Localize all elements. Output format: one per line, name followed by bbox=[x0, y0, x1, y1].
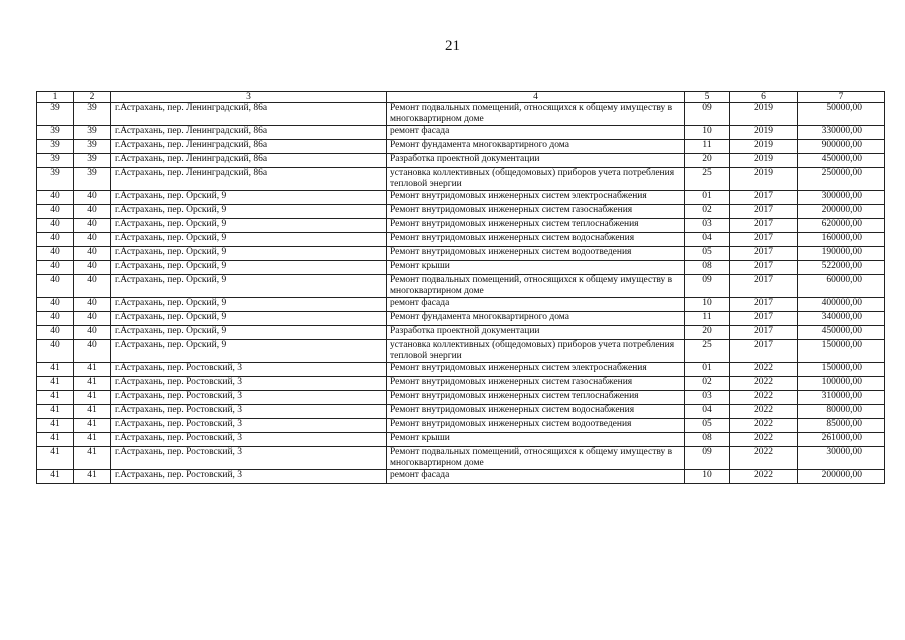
repair-schedule-table bbox=[36, 91, 885, 484]
address-cell: г.Астрахань, пер. Ленинградский, 86а bbox=[111, 154, 387, 168]
work-code-cell: 02 bbox=[685, 205, 730, 219]
work-type-cell: Ремонт внутридомовых инженерных систем водоотведения bbox=[387, 419, 685, 433]
work-type-cell: ремонт фасада bbox=[387, 126, 685, 140]
house-number-cell: 40 bbox=[74, 312, 111, 326]
row-index-cell: 39 bbox=[37, 168, 74, 191]
row-index-cell: 41 bbox=[37, 377, 74, 391]
address-cell: г.Астрахань, пер. Ростовский, 3 bbox=[111, 377, 387, 391]
table-row bbox=[37, 205, 885, 219]
cost-cell: 85000,00 bbox=[798, 419, 885, 433]
cost-cell: 261000,00 bbox=[798, 433, 885, 447]
column-number: 2 bbox=[74, 92, 111, 103]
address-cell: г.Астрахань, пер. Орский, 9 bbox=[111, 326, 387, 340]
house-number-cell: 39 bbox=[74, 154, 111, 168]
address-cell: г.Астрахань, пер. Орский, 9 bbox=[111, 298, 387, 312]
column-number-row bbox=[37, 92, 885, 103]
row-index-cell: 41 bbox=[37, 419, 74, 433]
work-code-cell: 10 bbox=[685, 126, 730, 140]
work-type-cell: Ремонт внутридомовых инженерных систем водоотведения bbox=[387, 247, 685, 261]
table-row bbox=[37, 103, 885, 126]
work-type-cell: Ремонт подвальных помещений, относящихся к общему имуществу в многоквартирном доме bbox=[387, 447, 685, 470]
column-number: 4 bbox=[387, 92, 685, 103]
address-cell: г.Астрахань, пер. Ленинградский, 86а bbox=[111, 168, 387, 191]
address-cell: г.Астрахань, пер. Ростовский, 3 bbox=[111, 419, 387, 433]
house-number-cell: 41 bbox=[74, 470, 111, 484]
cost-cell: 30000,00 bbox=[798, 447, 885, 470]
house-number-cell: 41 bbox=[74, 377, 111, 391]
year-cell: 2022 bbox=[730, 363, 798, 377]
work-type-cell: Разработка проектной документации bbox=[387, 154, 685, 168]
table-row bbox=[37, 377, 885, 391]
work-code-cell: 05 bbox=[685, 419, 730, 433]
row-index-cell: 40 bbox=[37, 326, 74, 340]
cost-cell: 400000,00 bbox=[798, 298, 885, 312]
address-cell: г.Астрахань, пер. Орский, 9 bbox=[111, 312, 387, 326]
house-number-cell: 39 bbox=[74, 103, 111, 126]
work-code-cell: 04 bbox=[685, 233, 730, 247]
work-type-cell: Ремонт подвальных помещений, относящихся к общему имуществу в многоквартирном доме bbox=[387, 275, 685, 298]
house-number-cell: 41 bbox=[74, 433, 111, 447]
year-cell: 2017 bbox=[730, 233, 798, 247]
table-row bbox=[37, 140, 885, 154]
work-type-cell: установка коллективных (общедомовых) приборов учета потребления тепловой энергии bbox=[387, 168, 685, 191]
row-index-cell: 40 bbox=[37, 312, 74, 326]
address-cell: г.Астрахань, пер. Орский, 9 bbox=[111, 275, 387, 298]
row-index-cell: 39 bbox=[37, 103, 74, 126]
house-number-cell: 41 bbox=[74, 447, 111, 470]
work-code-cell: 20 bbox=[685, 326, 730, 340]
year-cell: 2022 bbox=[730, 470, 798, 484]
year-cell: 2017 bbox=[730, 205, 798, 219]
address-cell: г.Астрахань, пер. Ростовский, 3 bbox=[111, 363, 387, 377]
address-cell: г.Астрахань, пер. Орский, 9 bbox=[111, 205, 387, 219]
address-cell: г.Астрахань, пер. Орский, 9 bbox=[111, 191, 387, 205]
work-type-cell: Ремонт фундамента многоквартирного дома bbox=[387, 312, 685, 326]
work-code-cell: 08 bbox=[685, 261, 730, 275]
address-cell: г.Астрахань, пер. Ростовский, 3 bbox=[111, 433, 387, 447]
row-index-cell: 39 bbox=[37, 140, 74, 154]
work-code-cell: 03 bbox=[685, 219, 730, 233]
cost-cell: 450000,00 bbox=[798, 326, 885, 340]
address-cell: г.Астрахань, пер. Орский, 9 bbox=[111, 219, 387, 233]
year-cell: 2019 bbox=[730, 154, 798, 168]
work-code-cell: 03 bbox=[685, 391, 730, 405]
page-number: 21 bbox=[445, 38, 460, 54]
work-code-cell: 08 bbox=[685, 433, 730, 447]
table-row bbox=[37, 168, 885, 191]
house-number-cell: 40 bbox=[74, 261, 111, 275]
table-row bbox=[37, 219, 885, 233]
year-cell: 2017 bbox=[730, 191, 798, 205]
address-cell: г.Астрахань, пер. Орский, 9 bbox=[111, 247, 387, 261]
work-code-cell: 11 bbox=[685, 140, 730, 154]
cost-cell: 330000,00 bbox=[798, 126, 885, 140]
work-type-cell: Ремонт внутридомовых инженерных систем газоснабжения bbox=[387, 377, 685, 391]
house-number-cell: 41 bbox=[74, 405, 111, 419]
work-type-cell: Ремонт внутридомовых инженерных систем водоснабжения bbox=[387, 405, 685, 419]
table-row bbox=[37, 247, 885, 261]
year-cell: 2017 bbox=[730, 326, 798, 340]
work-code-cell: 09 bbox=[685, 103, 730, 126]
address-cell: г.Астрахань, пер. Ленинградский, 86а bbox=[111, 126, 387, 140]
cost-cell: 200000,00 bbox=[798, 205, 885, 219]
cost-cell: 250000,00 bbox=[798, 168, 885, 191]
row-index-cell: 39 bbox=[37, 154, 74, 168]
year-cell: 2017 bbox=[730, 298, 798, 312]
row-index-cell: 41 bbox=[37, 405, 74, 419]
work-code-cell: 10 bbox=[685, 298, 730, 312]
work-code-cell: 05 bbox=[685, 247, 730, 261]
row-index-cell: 41 bbox=[37, 363, 74, 377]
year-cell: 2017 bbox=[730, 275, 798, 298]
work-code-cell: 25 bbox=[685, 168, 730, 191]
row-index-cell: 41 bbox=[37, 470, 74, 484]
house-number-cell: 40 bbox=[74, 233, 111, 247]
row-index-cell: 40 bbox=[37, 298, 74, 312]
work-code-cell: 01 bbox=[685, 363, 730, 377]
address-cell: г.Астрахань, пер. Ростовский, 3 bbox=[111, 405, 387, 419]
row-index-cell: 39 bbox=[37, 126, 74, 140]
work-type-cell: Ремонт внутридомовых инженерных систем теплоснабжения bbox=[387, 219, 685, 233]
cost-cell: 340000,00 bbox=[798, 312, 885, 326]
year-cell: 2017 bbox=[730, 219, 798, 233]
house-number-cell: 39 bbox=[74, 126, 111, 140]
column-number: 5 bbox=[685, 92, 730, 103]
cost-cell: 190000,00 bbox=[798, 247, 885, 261]
year-cell: 2022 bbox=[730, 433, 798, 447]
work-type-cell: Ремонт крыши bbox=[387, 433, 685, 447]
address-cell: г.Астрахань, пер. Ленинградский, 86а bbox=[111, 140, 387, 154]
house-number-cell: 40 bbox=[74, 205, 111, 219]
work-code-cell: 11 bbox=[685, 312, 730, 326]
house-number-cell: 40 bbox=[74, 275, 111, 298]
work-code-cell: 20 bbox=[685, 154, 730, 168]
table-row bbox=[37, 298, 885, 312]
row-index-cell: 41 bbox=[37, 433, 74, 447]
cost-cell: 160000,00 bbox=[798, 233, 885, 247]
year-cell: 2019 bbox=[730, 103, 798, 126]
column-number: 1 bbox=[37, 92, 74, 103]
work-type-cell: ремонт фасада bbox=[387, 470, 685, 484]
house-number-cell: 41 bbox=[74, 363, 111, 377]
year-cell: 2017 bbox=[730, 247, 798, 261]
house-number-cell: 40 bbox=[74, 191, 111, 205]
table-row bbox=[37, 405, 885, 419]
work-type-cell: Ремонт крыши bbox=[387, 261, 685, 275]
house-number-cell: 41 bbox=[74, 391, 111, 405]
work-code-cell: 09 bbox=[685, 447, 730, 470]
address-cell: г.Астрахань, пер. Ростовский, 3 bbox=[111, 470, 387, 484]
address-cell: г.Астрахань, пер. Орский, 9 bbox=[111, 340, 387, 363]
address-cell: г.Астрахань, пер. Орский, 9 bbox=[111, 233, 387, 247]
table-row bbox=[37, 391, 885, 405]
work-code-cell: 25 bbox=[685, 340, 730, 363]
cost-cell: 80000,00 bbox=[798, 405, 885, 419]
address-cell: г.Астрахань, пер. Ростовский, 3 bbox=[111, 391, 387, 405]
row-index-cell: 40 bbox=[37, 233, 74, 247]
row-index-cell: 40 bbox=[37, 261, 74, 275]
address-cell: г.Астрахань, пер. Орский, 9 bbox=[111, 261, 387, 275]
year-cell: 2022 bbox=[730, 377, 798, 391]
work-type-cell: Ремонт подвальных помещений, относящихся к общему имуществу в многоквартирном доме bbox=[387, 103, 685, 126]
cost-cell: 900000,00 bbox=[798, 140, 885, 154]
address-cell: г.Астрахань, пер. Ленинградский, 86а bbox=[111, 103, 387, 126]
cost-cell: 100000,00 bbox=[798, 377, 885, 391]
work-type-cell: Ремонт внутридомовых инженерных систем электроснабжения bbox=[387, 191, 685, 205]
table-row bbox=[37, 126, 885, 140]
row-index-cell: 40 bbox=[37, 247, 74, 261]
year-cell: 2017 bbox=[730, 340, 798, 363]
table-row bbox=[37, 470, 885, 484]
house-number-cell: 39 bbox=[74, 140, 111, 154]
house-number-cell: 40 bbox=[74, 326, 111, 340]
table-row bbox=[37, 419, 885, 433]
house-number-cell: 39 bbox=[74, 168, 111, 191]
work-type-cell: установка коллективных (общедомовых) приборов учета потребления тепловой энергии bbox=[387, 340, 685, 363]
table-row bbox=[37, 433, 885, 447]
year-cell: 2019 bbox=[730, 140, 798, 154]
year-cell: 2022 bbox=[730, 419, 798, 433]
house-number-cell: 40 bbox=[74, 247, 111, 261]
table-row bbox=[37, 275, 885, 298]
year-cell: 2019 bbox=[730, 126, 798, 140]
cost-cell: 150000,00 bbox=[798, 340, 885, 363]
cost-cell: 620000,00 bbox=[798, 219, 885, 233]
cost-cell: 60000,00 bbox=[798, 275, 885, 298]
table-row bbox=[37, 340, 885, 363]
work-code-cell: 09 bbox=[685, 275, 730, 298]
house-number-cell: 40 bbox=[74, 340, 111, 363]
year-cell: 2022 bbox=[730, 447, 798, 470]
cost-cell: 150000,00 bbox=[798, 363, 885, 377]
cost-cell: 200000,00 bbox=[798, 470, 885, 484]
column-number: 6 bbox=[730, 92, 798, 103]
year-cell: 2022 bbox=[730, 405, 798, 419]
house-number-cell: 40 bbox=[74, 298, 111, 312]
row-index-cell: 40 bbox=[37, 205, 74, 219]
row-index-cell: 40 bbox=[37, 191, 74, 205]
cost-cell: 450000,00 bbox=[798, 154, 885, 168]
cost-cell: 50000,00 bbox=[798, 103, 885, 126]
work-type-cell: Ремонт внутридомовых инженерных систем теплоснабжения bbox=[387, 391, 685, 405]
cost-cell: 522000,00 bbox=[798, 261, 885, 275]
row-index-cell: 40 bbox=[37, 219, 74, 233]
table-row bbox=[37, 363, 885, 377]
row-index-cell: 40 bbox=[37, 340, 74, 363]
work-type-cell: ремонт фасада bbox=[387, 298, 685, 312]
work-type-cell: Ремонт внутридомовых инженерных систем газоснабжения bbox=[387, 205, 685, 219]
row-index-cell: 41 bbox=[37, 391, 74, 405]
work-type-cell: Ремонт фундамента многоквартирного дома bbox=[387, 140, 685, 154]
work-type-cell: Ремонт внутридомовых инженерных систем водоснабжения bbox=[387, 233, 685, 247]
house-number-cell: 41 bbox=[74, 419, 111, 433]
column-number: 3 bbox=[111, 92, 387, 103]
cost-cell: 310000,00 bbox=[798, 391, 885, 405]
row-index-cell: 40 bbox=[37, 275, 74, 298]
table-row bbox=[37, 312, 885, 326]
work-type-cell: Разработка проектной документации bbox=[387, 326, 685, 340]
year-cell: 2017 bbox=[730, 261, 798, 275]
year-cell: 2017 bbox=[730, 312, 798, 326]
work-code-cell: 10 bbox=[685, 470, 730, 484]
table-row bbox=[37, 261, 885, 275]
year-cell: 2022 bbox=[730, 391, 798, 405]
work-type-cell: Ремонт внутридомовых инженерных систем электроснабжения bbox=[387, 363, 685, 377]
work-code-cell: 04 bbox=[685, 405, 730, 419]
year-cell: 2019 bbox=[730, 168, 798, 191]
table-row bbox=[37, 447, 885, 470]
column-number: 7 bbox=[798, 92, 885, 103]
address-cell: г.Астрахань, пер. Ростовский, 3 bbox=[111, 447, 387, 470]
row-index-cell: 41 bbox=[37, 447, 74, 470]
work-code-cell: 02 bbox=[685, 377, 730, 391]
table-row bbox=[37, 154, 885, 168]
table-row bbox=[37, 326, 885, 340]
work-code-cell: 01 bbox=[685, 191, 730, 205]
cost-cell: 300000,00 bbox=[798, 191, 885, 205]
table-row bbox=[37, 191, 885, 205]
table-row bbox=[37, 233, 885, 247]
house-number-cell: 40 bbox=[74, 219, 111, 233]
